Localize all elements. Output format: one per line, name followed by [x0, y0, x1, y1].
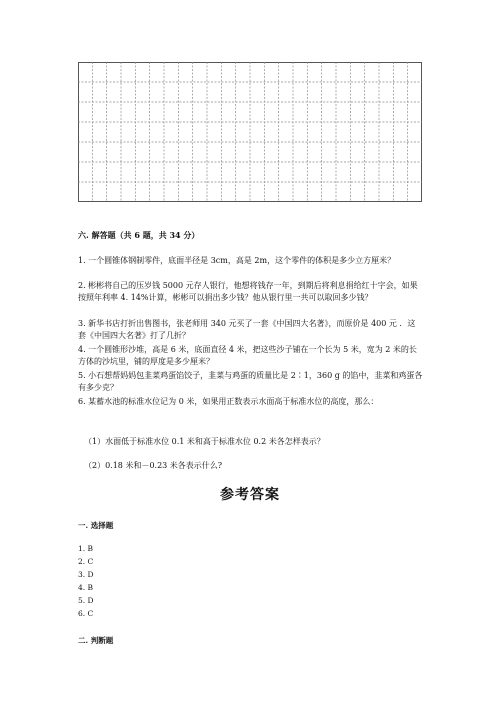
answer-item: 6. C [78, 609, 94, 618]
section-6-title: 六. 解答题（共 6 题，共 34 分） [78, 230, 200, 240]
writing-grid [78, 62, 422, 202]
question-4: 4. 一个圆锥形沙堆，高是 6 米，底面直径 4 米，把这些沙子铺在一个长为 5 米，宽为 2 米的长方体的沙坑里，铺的厚度是多少厘米？ [78, 345, 417, 367]
answers-section-2-title: 二. 判断题 [78, 636, 114, 645]
answers-section-1-title: 一. 选择题 [78, 521, 114, 530]
question-1: 1. 一个圆锥体钢制零件，底面半径是 3cm，高是 2m，这个零件的体积是多少立方厘米？ [78, 256, 396, 265]
answer-item: 3. D [78, 570, 94, 579]
question-5: 5. 小石想帮妈妈包韭菜鸡蛋馅饺子，韭菜与鸡蛋的质量比是 2∶1，360 g 的馅中，韭菜和鸡蛋各有多少克？ [78, 371, 423, 393]
question-2: 2. 彬彬将自己的压岁钱 5000 元存人银行，他想将钱存一年，到期后将利息捐给红十字会，如果按照年利率 4. 14%计算，彬彬可以捐出多少钱？他从银行里一共可以取回多少钱？ [78, 281, 418, 303]
answer-item: 5. D [78, 596, 94, 605]
question-6-part-1: （1）水面低于标准水位 0.1 米和高于标准水位 0.2 米各怎样表示？ [84, 437, 325, 446]
question-3: 3. 新华书店打折出售图书，张老师用 340 元买了一套《中国四大名著》，而原价是 400 元 ．这套《中国四大名著》打了几折？ [78, 319, 416, 341]
answer-item: 2. C [78, 557, 94, 566]
answer-item: 4. B [78, 583, 94, 592]
question-6: 6. 某蓄水池的标准水位记为 0 米，如果用正数表示水面高于标准水位的高度，那么： [78, 397, 379, 406]
answers-title: 参考答案 [220, 487, 280, 503]
answer-item: 1. B [78, 544, 94, 553]
question-6-part-2: （2）0.18 米和－0.23 米各表示什么? [84, 461, 223, 470]
